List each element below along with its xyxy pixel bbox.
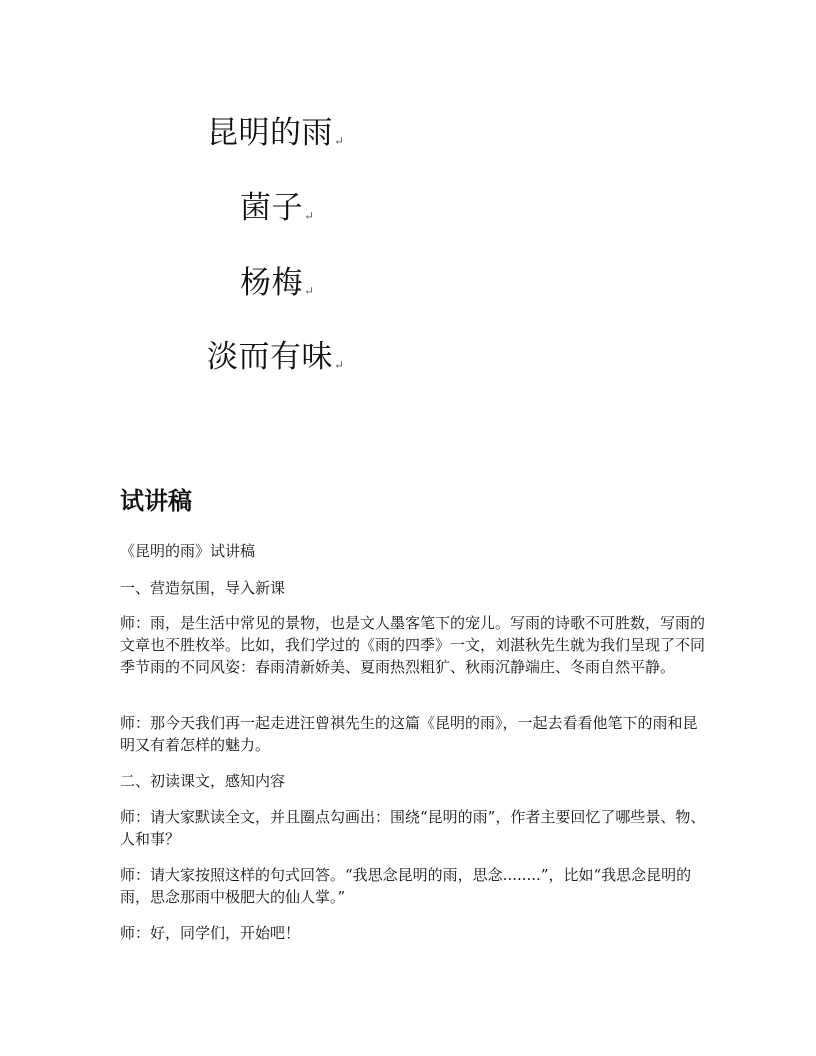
paragraph-mark-icon: ↵ — [334, 358, 345, 372]
paragraph-sentence-pattern: 师：请大家按照这样的句式回答。“我思念昆明的雨，思念........”，比如“我思念昆明的雨，思念那雨中极肥大的仙人掌。” — [120, 866, 692, 906]
board-line-theme — [207, 337, 345, 385]
board-line-mushroom — [240, 188, 315, 236]
script-title: 《昆明的雨》试讲稿 — [120, 542, 256, 560]
paragraph-mark-icon: ↵ — [304, 284, 315, 298]
paragraph-mark-icon: ↵ — [304, 209, 315, 223]
paragraph-mark-icon: ↵ — [334, 134, 345, 148]
board-line-text: 菌子 — [240, 190, 303, 226]
section-heading-intro: 一、营造氛围，导入新课 — [120, 579, 286, 597]
board-line-text: 淡而有味 — [207, 339, 333, 375]
paragraph-start: 师：好，同学们，开始吧！ — [120, 924, 301, 942]
paragraph-transition: 师：那今天我们再一起走进汪曾祺先生的这篇《昆明的雨》，一起去看看他笔下的雨和昆明又有着怎样的魅力。 — [120, 714, 698, 754]
board-line-text: 杨梅 — [240, 265, 303, 301]
paragraph-intro: 师：雨，是生活中常见的景物，也是文人墨客笔下的宠儿。写雨的诗歌不可胜数，写雨的文章也不胜枚举。比如，我们学过的《雨的四季》一文，刘湛秋先生就为我们呈现了不同季节雨的不同风姿：春雨清新娇美、夏雨热烈粗犷、秋雨沉静端庄、冬雨自然平静。 — [120, 614, 706, 676]
board-line-bayberry — [240, 263, 315, 311]
section-heading-reading: 二、初读课文，感知内容 — [120, 772, 286, 790]
board-line-text: 昆明的雨 — [207, 115, 333, 151]
paragraph-task: 师：请大家默读全文，并且圈点勾画出：围绕“昆明的雨”，作者主要回忆了哪些景、物、人和事？ — [120, 808, 706, 848]
board-line-title — [207, 113, 345, 161]
section-title: 试讲稿 — [120, 486, 192, 515]
